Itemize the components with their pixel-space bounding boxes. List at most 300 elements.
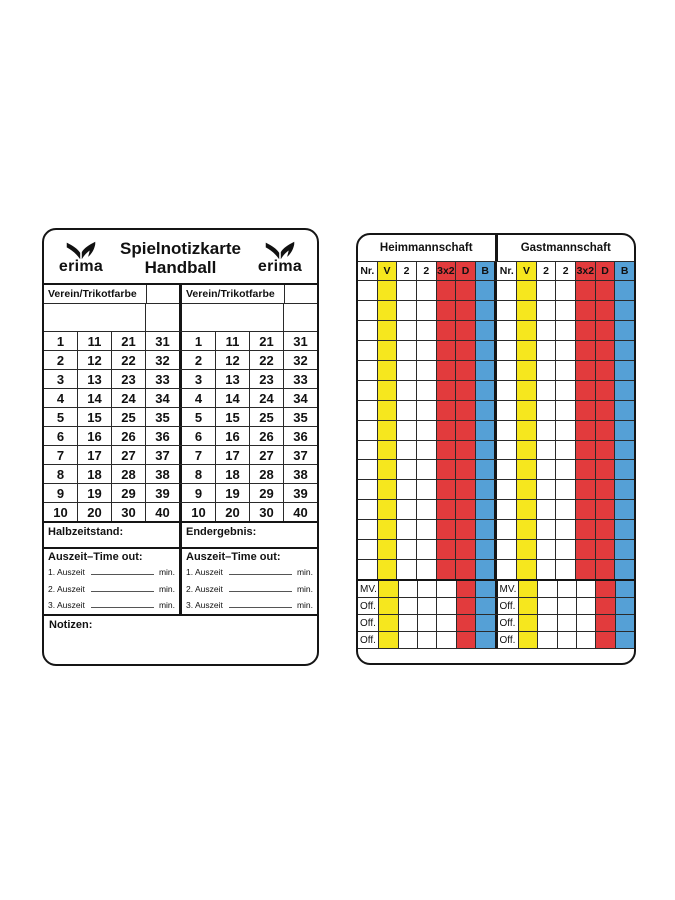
penalty-mark-cell	[397, 321, 417, 340]
timeout-line-unit: min.	[158, 600, 175, 610]
penalty-mark-cell	[437, 581, 456, 597]
player-number-cell: 35	[293, 409, 308, 425]
penalty-mark-cell	[397, 401, 417, 420]
penalty-mark-cell	[616, 598, 634, 614]
erima-wing-icon	[264, 241, 296, 260]
erima-logo-right	[249, 241, 311, 275]
penalty-mark-cell	[497, 321, 517, 340]
player-number-cell: 37	[293, 447, 308, 463]
penalty-mark-cell	[437, 361, 457, 380]
penalty-mark-cell	[456, 540, 476, 559]
penalty-row	[358, 632, 634, 649]
column-header-cell: B	[615, 262, 634, 280]
card-title-line1: Spielnotizkarte	[120, 238, 241, 258]
penalty-mark-cell	[538, 581, 557, 597]
penalty-mark-cell	[615, 361, 634, 380]
penalty-column-header-row	[358, 261, 634, 281]
penalty-row	[358, 341, 634, 361]
penalty-mark-cell	[537, 560, 557, 579]
penalty-mark-cell	[558, 632, 577, 648]
penalty-mark-cell	[417, 301, 437, 320]
penalty-mark-cell	[576, 381, 596, 400]
timeout-line-label: 1. Auszeit	[186, 567, 223, 577]
halftime-score-label: Halbzeitstand:	[48, 526, 124, 538]
penalty-mark-cell	[497, 520, 517, 539]
penalty-mark-cell	[358, 401, 378, 420]
penalty-mark-cell	[577, 581, 596, 597]
column-header-cell: V	[378, 262, 398, 280]
penalty-mark-cell	[497, 361, 517, 380]
penalty-mark-cell	[596, 421, 616, 440]
penalty-mark-cell	[596, 301, 616, 320]
penalty-mark-cell	[378, 520, 398, 539]
penalty-mark-cell	[537, 500, 557, 519]
timeout-line	[186, 566, 313, 577]
erima-wordmark: erima	[257, 257, 303, 275]
penalty-mark-cell	[497, 421, 517, 440]
timeout-line-label: 2. Auszeit	[48, 583, 85, 594]
home-team-title: Heimmannschaft	[358, 235, 498, 261]
write-line	[229, 566, 292, 575]
player-number-cell: 9	[182, 484, 216, 502]
penalty-mark-cell	[576, 540, 596, 559]
penalty-mark-cell	[537, 441, 557, 460]
penalty-mark-cell	[417, 361, 437, 380]
player-number-grid	[44, 331, 317, 521]
player-number-cell: 5	[182, 408, 216, 426]
penalty-mark-cell	[476, 401, 498, 420]
player-number-cell: 15	[216, 408, 250, 426]
timeout-line	[186, 583, 313, 594]
penalty-mark-cell	[576, 281, 596, 300]
penalty-mark-cell	[457, 615, 476, 631]
penalty-mark-cell	[615, 500, 634, 519]
penalty-mark-cell	[576, 421, 596, 440]
penalty-mark-cell	[358, 520, 378, 539]
penalty-mark-cell	[358, 381, 378, 400]
club-small-cell	[283, 304, 318, 332]
penalty-mark-cell	[537, 421, 557, 440]
penalty-mark-cell	[456, 421, 476, 440]
timeout-heading: Auszeit–Time out:	[48, 551, 143, 563]
player-number-cell: 17	[78, 446, 112, 464]
penalty-mark-cell	[399, 581, 418, 597]
card-footer-space	[358, 649, 634, 663]
penalty-mark-cell	[399, 615, 418, 631]
penalty-mark-cell	[378, 500, 398, 519]
penalty-row	[358, 441, 634, 461]
timeout-heading: Auszeit–Time out:	[186, 551, 281, 563]
penalty-mark-cell	[378, 421, 398, 440]
penalty-mark-cell	[417, 321, 437, 340]
penalty-mark-cell	[476, 500, 498, 519]
penalty-mark-cell	[476, 480, 498, 499]
player-number-cell: 24	[112, 389, 146, 407]
penalty-mark-cell	[437, 321, 457, 340]
column-header-cell: V	[517, 262, 537, 280]
penalty-mark-cell	[577, 632, 596, 648]
penalty-mark-cell	[358, 560, 378, 579]
penalty-mark-cell	[378, 281, 398, 300]
penalty-mark-cell	[556, 301, 576, 320]
player-number-cell: 22	[250, 351, 284, 369]
penalty-mark-cell	[576, 321, 596, 340]
penalty-mark-cell	[596, 632, 615, 648]
penalty-mark-cell	[556, 321, 576, 340]
penalty-mark-cell	[537, 520, 557, 539]
penalty-mark-cell	[358, 321, 378, 340]
player-number-cell: 14	[78, 389, 112, 407]
final-score-label: Endergebnis:	[179, 523, 317, 547]
penalty-mark-cell	[417, 421, 437, 440]
penalty-mark-cell	[576, 480, 596, 499]
official-row-label: Off.	[358, 632, 379, 648]
number-grid-row	[44, 351, 317, 370]
penalty-mark-cell	[417, 520, 437, 539]
penalty-mark-cell	[437, 540, 457, 559]
timeout-lines	[48, 566, 175, 616]
penalty-mark-cell	[537, 301, 557, 320]
penalty-mark-cell	[497, 401, 517, 420]
timeout-line	[48, 599, 175, 610]
timeout-lines	[186, 566, 313, 616]
penalty-mark-cell	[576, 401, 596, 420]
penalty-mark-cell	[476, 301, 498, 320]
penalty-mark-cell	[497, 381, 517, 400]
official-row-label: Off.	[358, 615, 379, 631]
official-row-label: Off.	[498, 632, 519, 648]
player-number-cell: 18	[78, 465, 112, 483]
player-number-cell: 8	[44, 465, 78, 483]
player-number-cell: 16	[78, 427, 112, 445]
official-row-label: MV.	[358, 581, 379, 597]
penalty-mark-cell	[397, 520, 417, 539]
timeout-line-label: 3. Auszeit	[48, 600, 85, 610]
penalty-mark-cell	[596, 401, 616, 420]
write-line	[91, 599, 154, 608]
club-header-home	[44, 285, 179, 331]
player-number-cell: 29	[112, 484, 146, 502]
penalty-mark-cell	[437, 598, 456, 614]
penalty-mark-cell	[576, 560, 596, 579]
penalty-row	[358, 615, 634, 632]
player-number-cell: 6	[44, 427, 78, 445]
penalty-mark-cell	[596, 500, 616, 519]
penalty-mark-cell	[476, 581, 497, 597]
number-grid-row	[44, 446, 317, 465]
penalty-mark-cell	[558, 581, 577, 597]
penalty-mark-cell	[576, 301, 596, 320]
penalty-mark-cell	[378, 341, 398, 360]
penalty-mark-cell	[596, 615, 615, 631]
penalty-mark-cell	[397, 341, 417, 360]
penalty-mark-cell	[556, 460, 576, 479]
penalty-mark-cell	[358, 540, 378, 559]
penalty-row	[358, 262, 634, 280]
club-header-section	[44, 283, 317, 331]
penalty-mark-cell	[358, 421, 378, 440]
penalty-mark-cell	[537, 480, 557, 499]
penalty-mark-cell	[378, 381, 398, 400]
player-number-cell: 26	[250, 427, 284, 445]
penalty-mark-cell	[596, 598, 615, 614]
penalty-mark-cell	[576, 460, 596, 479]
player-number-cell: 30	[112, 503, 146, 521]
penalty-mark-cell	[576, 441, 596, 460]
penalty-mark-cell	[378, 321, 398, 340]
penalty-mark-cell	[379, 615, 398, 631]
penalty-mark-cell	[596, 560, 616, 579]
penalty-mark-cell	[517, 281, 537, 300]
penalty-mark-cell	[615, 480, 634, 499]
timeout-line-label: 1. Auszeit	[48, 567, 85, 577]
player-number-cell: 2	[44, 351, 78, 369]
penalty-mark-cell	[517, 341, 537, 360]
official-row-label: MV.	[498, 581, 519, 597]
penalty-mark-cell	[497, 281, 517, 300]
penalty-mark-cell	[558, 615, 577, 631]
player-number-cell: 28	[250, 465, 284, 483]
penalty-mark-cell	[596, 480, 616, 499]
penalty-mark-cell	[556, 361, 576, 380]
penalty-mark-cell	[397, 460, 417, 479]
penalty-mark-cell	[519, 598, 538, 614]
player-number-cell: 34	[293, 390, 308, 406]
column-header-cell: D	[596, 262, 616, 280]
club-label: Verein/Trikotfarbe	[186, 288, 275, 300]
column-header-cell: 2	[556, 262, 576, 280]
penalty-mark-cell	[456, 301, 476, 320]
penalty-mark-cell	[457, 581, 476, 597]
penalty-mark-cell	[577, 615, 596, 631]
notes-section	[44, 614, 317, 664]
player-number-cell: 28	[112, 465, 146, 483]
penalty-row	[358, 301, 634, 321]
player-number-cell: 15	[78, 408, 112, 426]
penalty-mark-cell	[476, 381, 498, 400]
penalty-mark-cell	[397, 381, 417, 400]
player-number-cell: 2	[182, 351, 216, 369]
penalty-mark-cell	[537, 381, 557, 400]
penalty-row	[358, 381, 634, 401]
penalty-row	[358, 421, 634, 441]
penalty-mark-cell	[456, 281, 476, 300]
penalty-mark-cell	[417, 281, 437, 300]
player-number-cell: 6	[182, 427, 216, 445]
penalty-mark-cell	[517, 460, 537, 479]
player-number-cell: 4	[44, 389, 78, 407]
officials-rows-section	[358, 579, 634, 649]
official-row-label: Off.	[498, 615, 519, 631]
player-number-cell: 12	[216, 351, 250, 369]
player-number-cell: 32	[146, 351, 182, 369]
penalty-mark-cell	[456, 341, 476, 360]
player-number-cell: 3	[182, 370, 216, 388]
penalty-mark-cell	[399, 598, 418, 614]
penalty-mark-cell	[596, 581, 615, 597]
penalty-mark-cell	[437, 341, 457, 360]
penalty-mark-cell	[476, 460, 498, 479]
penalty-mark-cell	[456, 480, 476, 499]
penalty-mark-cell	[358, 341, 378, 360]
penalty-mark-cell	[417, 441, 437, 460]
club-small-cell	[284, 285, 318, 303]
player-number-cell: 40	[293, 504, 308, 520]
penalty-mark-cell	[399, 632, 418, 648]
timeout-line-unit: min.	[296, 567, 313, 577]
number-grid-row	[44, 389, 317, 408]
penalty-mark-cell	[615, 321, 634, 340]
penalty-mark-cell	[596, 381, 616, 400]
player-number-cell: 33	[146, 370, 182, 388]
penalty-mark-cell	[397, 301, 417, 320]
penalty-mark-cell	[497, 540, 517, 559]
number-grid-row	[44, 484, 317, 503]
card-header	[44, 230, 317, 283]
penalty-mark-cell	[418, 581, 437, 597]
penalty-mark-cell	[556, 520, 576, 539]
player-number-cell: 27	[250, 446, 284, 464]
penalty-mark-cell	[476, 598, 497, 614]
penalty-mark-cell	[538, 598, 557, 614]
official-row-label: Off.	[498, 598, 519, 614]
number-grid-row	[44, 427, 317, 446]
penalty-mark-cell	[615, 540, 634, 559]
penalty-mark-cell	[456, 361, 476, 380]
column-header-cell: 3x2	[576, 262, 596, 280]
penalty-mark-cell	[497, 301, 517, 320]
penalty-mark-cell	[497, 480, 517, 499]
player-number-cell: 21	[250, 332, 284, 350]
penalty-row	[358, 361, 634, 381]
player-number-cell: 19	[216, 484, 250, 502]
penalty-mark-cell	[417, 540, 437, 559]
number-grid-row	[44, 503, 317, 521]
penalty-mark-cell	[437, 281, 457, 300]
penalty-mark-cell	[417, 401, 437, 420]
penalty-mark-cell	[576, 361, 596, 380]
penalty-mark-cell	[358, 361, 378, 380]
penalty-mark-cell	[456, 401, 476, 420]
penalty-mark-cell	[397, 560, 417, 579]
penalty-mark-cell	[417, 480, 437, 499]
player-number-cell: 39	[146, 484, 182, 502]
player-number-cell: 1	[44, 332, 78, 350]
penalty-mark-cell	[437, 301, 457, 320]
penalty-mark-cell	[596, 281, 616, 300]
timeout-line	[186, 599, 313, 610]
penalty-mark-cell	[456, 500, 476, 519]
penalty-mark-cell	[476, 540, 498, 559]
penalty-mark-cell	[437, 615, 456, 631]
penalty-mark-cell	[596, 361, 616, 380]
penalty-mark-cell	[397, 281, 417, 300]
player-number-cell: 7	[182, 446, 216, 464]
penalty-mark-cell	[378, 301, 398, 320]
player-number-cell: 27	[112, 446, 146, 464]
penalty-mark-cell	[615, 341, 634, 360]
penalty-mark-cell	[456, 520, 476, 539]
penalty-mark-cell	[456, 460, 476, 479]
penalty-mark-cell	[358, 281, 378, 300]
penalty-mark-cell	[615, 301, 634, 320]
penalty-mark-cell	[358, 301, 378, 320]
penalty-mark-cell	[556, 341, 576, 360]
penalty-mark-cell	[537, 361, 557, 380]
penalty-mark-cell	[556, 500, 576, 519]
penalty-mark-cell	[476, 560, 498, 579]
write-line	[229, 583, 292, 592]
official-row-label: Off.	[358, 598, 379, 614]
erima-logo-left	[50, 241, 112, 275]
penalty-mark-cell	[517, 401, 537, 420]
penalty-mark-cell	[437, 500, 457, 519]
number-grid-row	[44, 465, 317, 484]
player-number-cell: 33	[293, 371, 308, 387]
player-number-cell: 3	[44, 370, 78, 388]
timeout-line-unit: min.	[296, 600, 313, 610]
player-number-cell: 10	[182, 503, 216, 521]
penalty-mark-cell	[517, 361, 537, 380]
penalty-mark-cell	[457, 632, 476, 648]
erima-wordmark: erima	[58, 257, 104, 275]
penalty-mark-cell	[556, 480, 576, 499]
penalty-mark-cell	[537, 281, 557, 300]
penalty-mark-cell	[476, 615, 497, 631]
penalty-mark-cell	[615, 281, 634, 300]
penalty-mark-cell	[397, 540, 417, 559]
penalty-mark-cell	[476, 421, 498, 440]
penalty-mark-cell	[417, 500, 437, 519]
penalty-mark-cell	[556, 441, 576, 460]
column-header-cell: 2	[397, 262, 417, 280]
write-line	[229, 599, 292, 608]
penalty-mark-cell	[378, 460, 398, 479]
player-number-cell: 17	[216, 446, 250, 464]
penalty-mark-cell	[615, 460, 634, 479]
penalty-mark-cell	[437, 421, 457, 440]
penalty-mark-cell	[556, 540, 576, 559]
penalty-mark-cell	[476, 281, 498, 300]
penalty-tracking-card	[356, 233, 636, 665]
penalty-mark-cell	[519, 581, 538, 597]
penalty-mark-cell	[616, 581, 634, 597]
penalty-mark-cell	[596, 520, 616, 539]
penalty-mark-cell	[497, 500, 517, 519]
player-number-cell: 18	[216, 465, 250, 483]
penalty-mark-cell	[476, 632, 497, 648]
penalty-mark-cell	[457, 598, 476, 614]
penalty-mark-cell	[456, 321, 476, 340]
penalty-mark-cell	[397, 500, 417, 519]
player-number-cell: 10	[44, 503, 78, 521]
penalty-row	[358, 560, 634, 579]
club-header-guest	[179, 285, 317, 331]
player-number-cell: 22	[112, 351, 146, 369]
player-number-cell: 38	[146, 465, 182, 483]
penalty-mark-cell	[537, 540, 557, 559]
penalty-row	[358, 460, 634, 480]
club-label-row	[182, 285, 317, 304]
write-line	[91, 566, 154, 575]
penalty-mark-cell	[417, 560, 437, 579]
penalty-mark-cell	[379, 632, 398, 648]
penalty-mark-cell	[615, 560, 634, 579]
penalty-mark-cell	[378, 560, 398, 579]
timeout-line-label: 3. Auszeit	[186, 600, 223, 610]
penalty-mark-cell	[476, 361, 498, 380]
penalty-mark-cell	[596, 341, 616, 360]
